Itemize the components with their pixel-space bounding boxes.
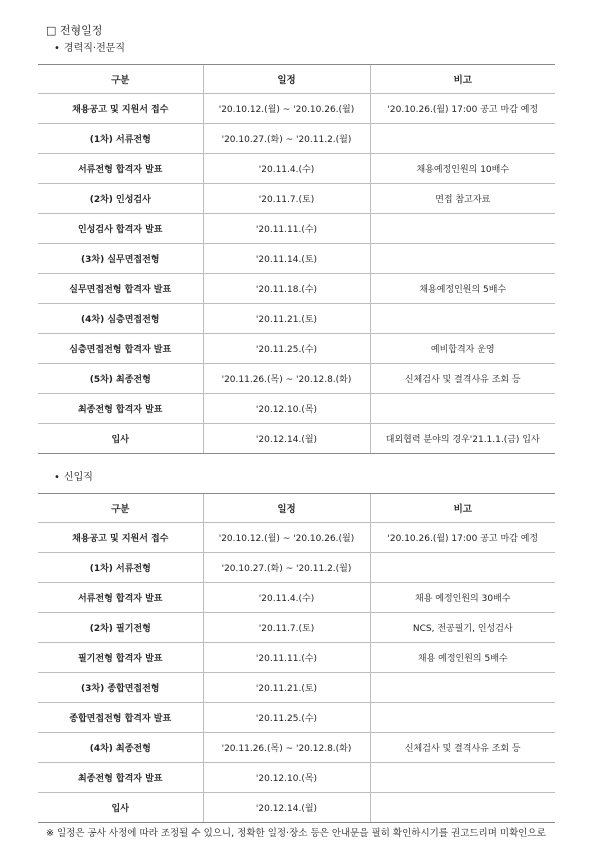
- table-row: [38, 154, 555, 184]
- stage-cell: (4차) 심층면접전형: [38, 304, 203, 334]
- date-cell: '20.11.21.(토): [203, 304, 370, 334]
- remark-cell: '20.10.26.(월) 17:00 공고 마감 예정: [370, 94, 555, 124]
- table-row: [38, 364, 555, 394]
- table-row: [38, 124, 555, 154]
- date-cell: '20.11.25.(수): [203, 703, 370, 733]
- date-cell: '20.11.25.(수): [203, 334, 370, 364]
- stage-cell: (2차) 인성검사: [38, 184, 203, 214]
- table-row: [38, 793, 555, 823]
- stage-cell: 필기전형 합격자 발표: [38, 643, 203, 673]
- table-row: [38, 394, 555, 424]
- date-cell: '20.11.26.(목) ~ '20.12.8.(화): [203, 733, 370, 763]
- table-row: [38, 763, 555, 793]
- date-cell: '20.12.14.(월): [203, 793, 370, 823]
- date-cell: '20.10.27.(화) ~ '20.11.2.(월): [203, 553, 370, 583]
- stage-cell: 최종전형 합격자 발표: [38, 394, 203, 424]
- stage-cell: 심층면접전형 합격자 발표: [38, 334, 203, 364]
- date-cell: '20.11.21.(토): [203, 673, 370, 703]
- date-cell: '20.11.4.(수): [203, 154, 370, 184]
- column-header-schedule: 일정: [203, 494, 370, 523]
- column-header-remarks: 비고: [370, 494, 555, 523]
- remark-cell: [370, 553, 555, 583]
- table-row: [38, 274, 555, 304]
- bullet-icon: •: [54, 43, 60, 54]
- date-cell: '20.12.10.(목): [203, 763, 370, 793]
- remark-cell: [370, 124, 555, 154]
- date-cell: '20.11.11.(수): [203, 643, 370, 673]
- remark-cell: [370, 244, 555, 274]
- stage-cell: 인성검사 합격자 발표: [38, 214, 203, 244]
- stage-cell: 실무면접전형 합격자 발표: [38, 274, 203, 304]
- remark-cell: [370, 793, 555, 823]
- table-row: [38, 703, 555, 733]
- table-row: [38, 673, 555, 703]
- table-row: [38, 94, 555, 124]
- date-cell: '20.11.26.(목) ~ '20.12.8.(화): [203, 364, 370, 394]
- remark-cell: 대외협력 분야의 경우'21.1.1.(금) 입사: [370, 424, 555, 454]
- table-header-row: [38, 494, 555, 523]
- table-row: [38, 643, 555, 673]
- table-row: [38, 523, 555, 553]
- remark-cell: 면접 참고자료: [370, 184, 555, 214]
- stage-cell: 최종전형 합격자 발표: [38, 763, 203, 793]
- date-cell: '20.11.7.(토): [203, 184, 370, 214]
- section-title-experienced: [54, 42, 125, 56]
- column-header-remarks: 비고: [370, 65, 555, 94]
- table-row: [38, 214, 555, 244]
- schedule-heading: □ 전형일정: [46, 24, 103, 37]
- bullet-icon: •: [54, 472, 60, 483]
- stage-cell: (5차) 최종전형: [38, 364, 203, 394]
- date-cell: '20.11.11.(수): [203, 214, 370, 244]
- stage-cell: (1차) 서류전형: [38, 553, 203, 583]
- date-cell: '20.10.12.(월) ~ '20.10.26.(월): [203, 523, 370, 553]
- date-cell: '20.11.4.(수): [203, 583, 370, 613]
- remark-cell: 신체검사 및 결격사유 조회 등: [370, 733, 555, 763]
- remark-cell: NCS, 전공필기, 인성검사: [370, 613, 555, 643]
- date-cell: '20.10.12.(월) ~ '20.10.26.(월): [203, 94, 370, 124]
- date-cell: '20.12.14.(월): [203, 424, 370, 454]
- table-row: [38, 613, 555, 643]
- remark-cell: 채용 예정인원의 5배수: [370, 643, 555, 673]
- date-cell: '20.11.14.(토): [203, 244, 370, 274]
- stage-cell: 서류전형 합격자 발표: [38, 154, 203, 184]
- column-header-schedule: 일정: [203, 65, 370, 94]
- remark-cell: [370, 394, 555, 424]
- table-row: [38, 184, 555, 214]
- table-row: [38, 583, 555, 613]
- schedule-footnote: ※ 일정은 공사 사정에 따라 조정될 수 있으니, 정확한 일정·장소 등은 안내문을 필히 확인하시기를 권고드리며 미확인으로: [46, 828, 546, 839]
- table-row: [38, 553, 555, 583]
- remark-cell: 채용예정인원의 5배수: [370, 274, 555, 304]
- remark-cell: [370, 703, 555, 733]
- table-row: [38, 304, 555, 334]
- remark-cell: 채용예정인원의 10배수: [370, 154, 555, 184]
- section-title-entry-level: [54, 471, 93, 485]
- remark-cell: 예비합격자 운영: [370, 334, 555, 364]
- date-cell: '20.12.10.(목): [203, 394, 370, 424]
- date-cell: '20.11.18.(수): [203, 274, 370, 304]
- remark-cell: 채용 예정인원의 30배수: [370, 583, 555, 613]
- section-title-text: 경력직·전문직: [63, 43, 126, 54]
- date-cell: '20.11.7.(토): [203, 613, 370, 643]
- remark-cell: [370, 673, 555, 703]
- remark-cell: [370, 763, 555, 793]
- table-row: [38, 733, 555, 763]
- column-header-category: 구분: [38, 65, 203, 94]
- stage-cell: 종합면접전형 합격자 발표: [38, 703, 203, 733]
- table-row: [38, 244, 555, 274]
- stage-cell: 입사: [38, 424, 203, 454]
- section-title-text: 신입직: [63, 472, 93, 483]
- stage-cell: (2차) 필기전형: [38, 613, 203, 643]
- stage-cell: 서류전형 합격자 발표: [38, 583, 203, 613]
- remark-cell: '20.10.26.(월) 17:00 공고 마감 예정: [370, 523, 555, 553]
- column-header-category: 구분: [38, 494, 203, 523]
- remark-cell: [370, 304, 555, 334]
- table-header-row: [38, 65, 555, 94]
- stage-cell: (3차) 종합면접전형: [38, 673, 203, 703]
- schedule-table-entry-level: [38, 493, 555, 823]
- schedule-table-experienced: [38, 64, 555, 454]
- stage-cell: 채용공고 및 지원서 접수: [38, 94, 203, 124]
- remark-cell: [370, 214, 555, 244]
- stage-cell: 입사: [38, 793, 203, 823]
- date-cell: '20.10.27.(화) ~ '20.11.2.(월): [203, 124, 370, 154]
- remark-cell: 신체검사 및 결격사유 조회 등: [370, 364, 555, 394]
- stage-cell: (3차) 실무면접전형: [38, 244, 203, 274]
- stage-cell: 채용공고 및 지원서 접수: [38, 523, 203, 553]
- stage-cell: (1차) 서류전형: [38, 124, 203, 154]
- table-row: [38, 334, 555, 364]
- table-row: [38, 424, 555, 454]
- stage-cell: (4차) 최종전형: [38, 733, 203, 763]
